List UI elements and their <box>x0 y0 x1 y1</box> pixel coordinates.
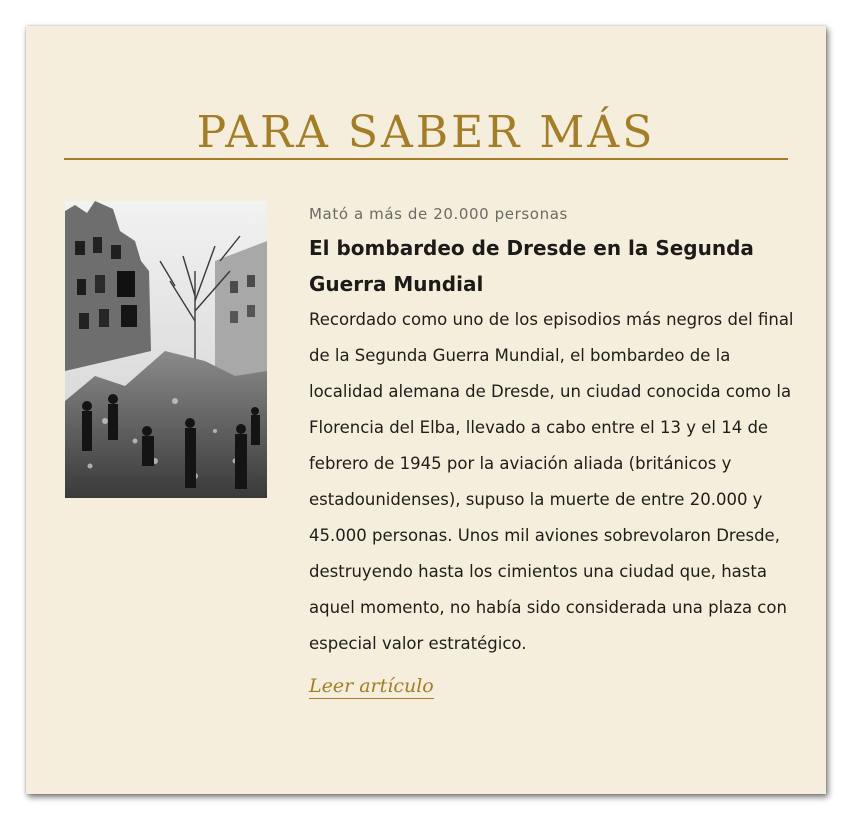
bombed-city-photo <box>65 201 267 498</box>
section-heading: PARA SABER MÁS <box>196 106 656 158</box>
article-summary: Recordado como uno de los episodios más negros del final de la Segunda Guerra Mundial, el bombardeo de la localidad alemana de Dresde, un ciudad conocida como la Florencia del Elba, llevado a cabo entre el 13 y el 14 de febrero de 1945 por la aviación aliada (británicos y estadounidenses), supuso la muerte de entre 20.000 y 45.000 personas. Unos mil aviones sobrevolaron Dresde, destruyendo hasta los cimientos una ciudad que, hasta aquel momento, no había sido considerada una plaza con especial valor estratégico. <box>309 310 794 653</box>
read-article-link[interactable]: Leer artículo <box>309 675 434 697</box>
related-article-card <box>26 26 826 794</box>
article-kicker: Mató a más de 20.000 personas <box>309 205 568 223</box>
article-content <box>309 204 799 699</box>
heading-divider <box>64 158 788 160</box>
article-photo[interactable] <box>65 201 267 498</box>
article-title[interactable]: El bombardeo de Dresde en la Segunda Guerra Mundial <box>309 236 754 296</box>
